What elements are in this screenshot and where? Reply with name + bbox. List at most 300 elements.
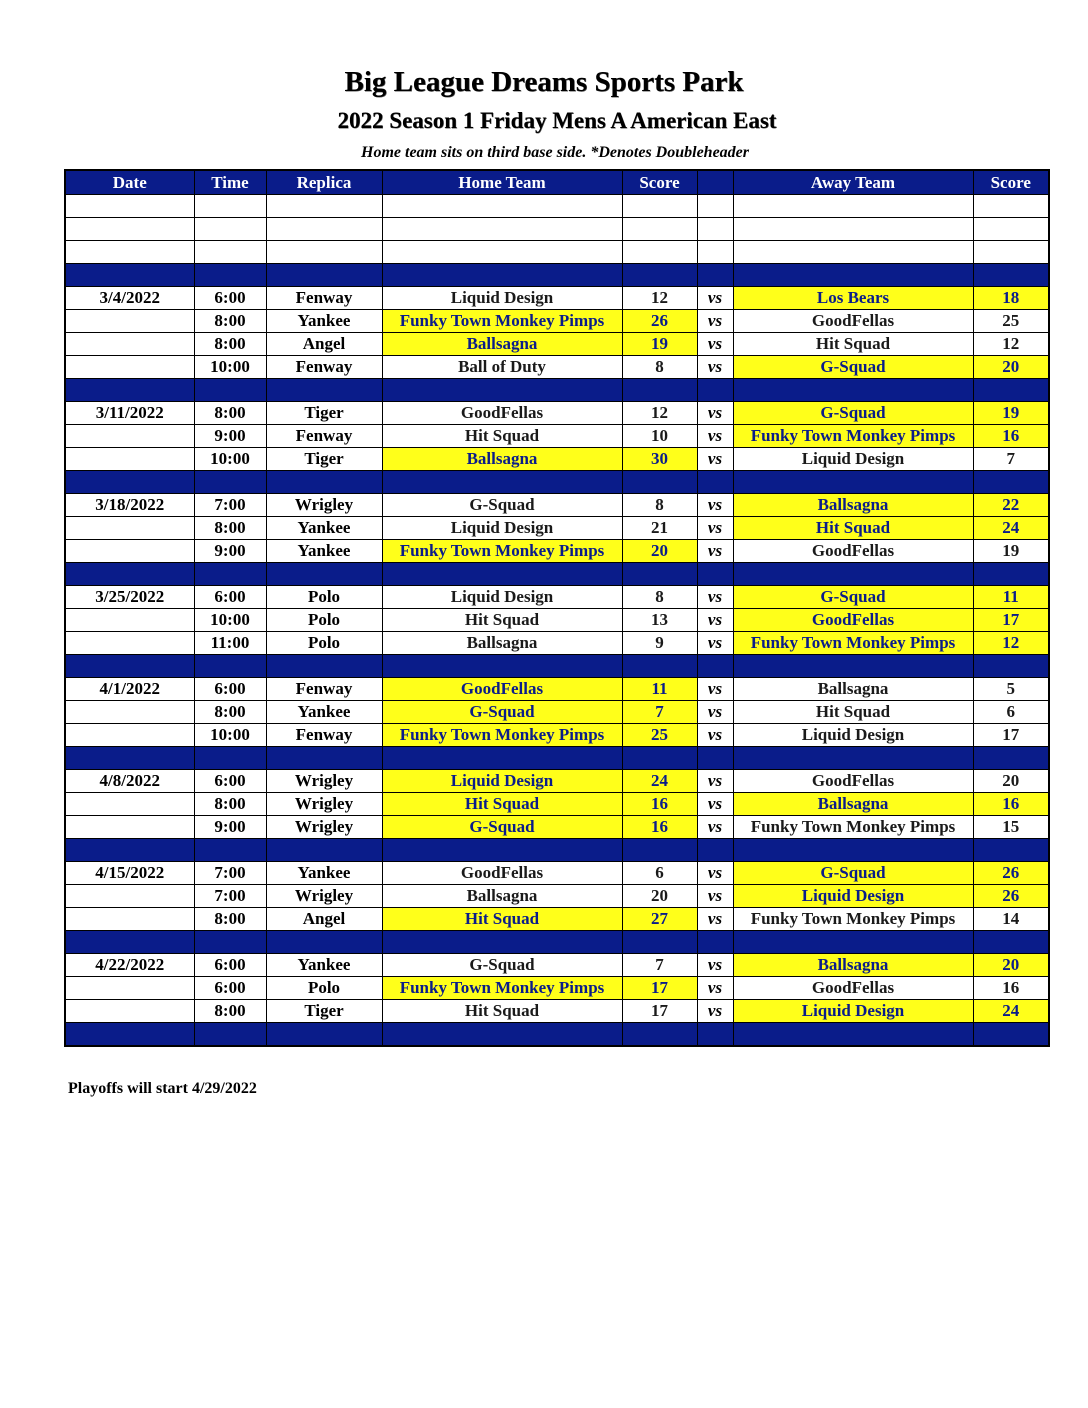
away-score: 12 [973, 333, 1049, 356]
game-time: 7:00 [194, 494, 266, 517]
away-score: 18 [973, 287, 1049, 310]
blank-cell [622, 218, 697, 241]
home-team: G-Squad [382, 701, 622, 724]
game-row [65, 977, 1049, 1000]
game-date [65, 540, 194, 563]
away-team: Ballsagna [733, 494, 973, 517]
home-score: 25 [622, 724, 697, 747]
game-date [65, 356, 194, 379]
game-row [65, 356, 1049, 379]
blank-cell [697, 195, 733, 218]
game-replica: Yankee [266, 540, 382, 563]
blank-cell [65, 218, 194, 241]
game-time: 9:00 [194, 816, 266, 839]
game-date [65, 701, 194, 724]
blank-cell [973, 218, 1049, 241]
page-title: Big League Dreams Sports Park [344, 66, 744, 98]
game-replica: Wrigley [266, 816, 382, 839]
schedule-table [64, 169, 1050, 1047]
blank-cell [733, 218, 973, 241]
game-row [65, 517, 1049, 540]
home-score: 17 [622, 1000, 697, 1023]
home-team: Hit Squad [382, 609, 622, 632]
game-row [65, 885, 1049, 908]
game-replica: Wrigley [266, 793, 382, 816]
away-team: Liquid Design [733, 885, 973, 908]
separator-cell [266, 655, 382, 678]
separator-cell [266, 1023, 382, 1047]
home-team: Hit Squad [382, 1000, 622, 1023]
home-team: Ball of Duty [382, 356, 622, 379]
schedule-body [65, 195, 1049, 1047]
home-team: G-Squad [382, 954, 622, 977]
separator-cell [622, 1023, 697, 1047]
separator-cell [194, 655, 266, 678]
away-team: G-Squad [733, 402, 973, 425]
game-replica: Fenway [266, 356, 382, 379]
week-separator-row [65, 563, 1049, 586]
separator-cell [733, 264, 973, 287]
separator-cell [382, 379, 622, 402]
home-score: 24 [622, 770, 697, 793]
separator-cell [194, 563, 266, 586]
game-row [65, 448, 1049, 471]
vs-label: vs [697, 977, 733, 1000]
game-date [65, 1000, 194, 1023]
game-time: 8:00 [194, 793, 266, 816]
game-replica: Polo [266, 632, 382, 655]
away-score: 24 [973, 517, 1049, 540]
home-team: Liquid Design [382, 517, 622, 540]
vs-label: vs [697, 701, 733, 724]
away-score: 6 [973, 701, 1049, 724]
away-score: 12 [973, 632, 1049, 655]
blank-cell [266, 195, 382, 218]
away-team: Liquid Design [733, 1000, 973, 1023]
column-header-home-team: Home Team [382, 170, 622, 195]
home-team: Hit Squad [382, 793, 622, 816]
game-time: 10:00 [194, 448, 266, 471]
game-replica: Fenway [266, 724, 382, 747]
home-score: 12 [622, 402, 697, 425]
separator-cell [733, 379, 973, 402]
separator-cell [622, 264, 697, 287]
blank-row [65, 195, 1049, 218]
column-header-vs [697, 170, 733, 195]
vs-label: vs [697, 678, 733, 701]
game-date [65, 816, 194, 839]
vs-label: vs [697, 287, 733, 310]
home-team: Liquid Design [382, 287, 622, 310]
away-score: 11 [973, 586, 1049, 609]
vs-label: vs [697, 908, 733, 931]
game-replica: Tiger [266, 448, 382, 471]
vs-label: vs [697, 632, 733, 655]
game-row [65, 586, 1049, 609]
away-team: Hit Squad [733, 517, 973, 540]
home-score: 7 [622, 701, 697, 724]
home-score: 20 [622, 540, 697, 563]
away-team: GoodFellas [733, 310, 973, 333]
away-score: 16 [973, 425, 1049, 448]
game-time: 9:00 [194, 425, 266, 448]
blank-cell [65, 241, 194, 264]
away-team: Funky Town Monkey Pimps [733, 632, 973, 655]
week-separator-row [65, 1023, 1049, 1047]
separator-cell [622, 747, 697, 770]
column-header-away-score: Score [973, 170, 1049, 195]
away-team: Ballsagna [733, 793, 973, 816]
vs-label: vs [697, 310, 733, 333]
separator-cell [622, 563, 697, 586]
game-date: 3/25/2022 [65, 586, 194, 609]
column-header-away-team: Away Team [733, 170, 973, 195]
separator-cell [697, 471, 733, 494]
separator-cell [973, 931, 1049, 954]
game-replica: Polo [266, 977, 382, 1000]
separator-cell [622, 931, 697, 954]
game-replica: Polo [266, 609, 382, 632]
game-time: 6:00 [194, 954, 266, 977]
game-row [65, 632, 1049, 655]
home-team: Funky Town Monkey Pimps [382, 540, 622, 563]
game-date [65, 448, 194, 471]
separator-cell [973, 839, 1049, 862]
vs-label: vs [697, 862, 733, 885]
away-team: GoodFellas [733, 770, 973, 793]
separator-cell [194, 1023, 266, 1047]
home-score: 10 [622, 425, 697, 448]
away-team: Funky Town Monkey Pimps [733, 816, 973, 839]
home-score: 30 [622, 448, 697, 471]
vs-label: vs [697, 517, 733, 540]
game-date: 4/1/2022 [65, 678, 194, 701]
game-time: 10:00 [194, 724, 266, 747]
home-team: GoodFellas [382, 402, 622, 425]
away-score: 24 [973, 1000, 1049, 1023]
away-score: 20 [973, 770, 1049, 793]
away-team: Liquid Design [733, 448, 973, 471]
home-score: 20 [622, 885, 697, 908]
game-row [65, 1000, 1049, 1023]
game-replica: Fenway [266, 678, 382, 701]
game-replica: Angel [266, 908, 382, 931]
column-header-home-score: Score [622, 170, 697, 195]
vs-label: vs [697, 816, 733, 839]
away-team: Liquid Design [733, 724, 973, 747]
separator-cell [194, 471, 266, 494]
game-date: 3/11/2022 [65, 402, 194, 425]
away-team: Los Bears [733, 287, 973, 310]
blank-cell [266, 218, 382, 241]
game-replica: Polo [266, 586, 382, 609]
separator-cell [697, 563, 733, 586]
home-team: Ballsagna [382, 885, 622, 908]
separator-cell [382, 747, 622, 770]
home-score: 17 [622, 977, 697, 1000]
playoffs-note: Playoffs will start 4/29/2022 [68, 1080, 257, 1097]
vs-label: vs [697, 954, 733, 977]
home-score: 21 [622, 517, 697, 540]
home-team: GoodFellas [382, 862, 622, 885]
home-score: 16 [622, 793, 697, 816]
game-time: 8:00 [194, 402, 266, 425]
home-score: 8 [622, 356, 697, 379]
week-separator-row [65, 471, 1049, 494]
game-row [65, 770, 1049, 793]
vs-label: vs [697, 494, 733, 517]
vs-label: vs [697, 793, 733, 816]
game-row [65, 540, 1049, 563]
game-row [65, 494, 1049, 517]
separator-cell [382, 563, 622, 586]
game-time: 8:00 [194, 1000, 266, 1023]
season-subtitle: 2022 Season 1 Friday Mens A American East [337, 108, 777, 133]
table-header-row [65, 170, 1049, 195]
blank-cell [973, 241, 1049, 264]
game-date: 4/8/2022 [65, 770, 194, 793]
home-team: Funky Town Monkey Pimps [382, 310, 622, 333]
home-team: Funky Town Monkey Pimps [382, 977, 622, 1000]
separator-cell [266, 747, 382, 770]
separator-cell [382, 931, 622, 954]
blank-cell [382, 195, 622, 218]
game-replica: Yankee [266, 954, 382, 977]
separator-cell [622, 379, 697, 402]
game-row [65, 310, 1049, 333]
game-replica: Fenway [266, 425, 382, 448]
separator-cell [733, 563, 973, 586]
separator-cell [65, 1023, 194, 1047]
game-row [65, 287, 1049, 310]
away-score: 20 [973, 954, 1049, 977]
away-team: Ballsagna [733, 954, 973, 977]
game-replica: Fenway [266, 287, 382, 310]
game-replica: Tiger [266, 402, 382, 425]
blank-cell [733, 195, 973, 218]
vs-label: vs [697, 448, 733, 471]
home-team: Hit Squad [382, 425, 622, 448]
game-time: 6:00 [194, 977, 266, 1000]
game-replica: Angel [266, 333, 382, 356]
vs-label: vs [697, 1000, 733, 1023]
blank-row [65, 218, 1049, 241]
separator-cell [65, 655, 194, 678]
separator-cell [266, 563, 382, 586]
home-team: Ballsagna [382, 632, 622, 655]
game-time: 8:00 [194, 310, 266, 333]
game-time: 8:00 [194, 908, 266, 931]
game-replica: Wrigley [266, 885, 382, 908]
game-date [65, 724, 194, 747]
separator-cell [733, 655, 973, 678]
game-row [65, 793, 1049, 816]
away-score: 16 [973, 793, 1049, 816]
blank-cell [733, 241, 973, 264]
game-row [65, 678, 1049, 701]
away-team: GoodFellas [733, 609, 973, 632]
away-score: 17 [973, 609, 1049, 632]
separator-cell [697, 747, 733, 770]
separator-cell [65, 747, 194, 770]
separator-cell [697, 379, 733, 402]
separator-cell [266, 839, 382, 862]
separator-cell [382, 1023, 622, 1047]
game-replica: Yankee [266, 517, 382, 540]
week-separator-row [65, 655, 1049, 678]
away-team: G-Squad [733, 586, 973, 609]
separator-cell [622, 471, 697, 494]
week-separator-row [65, 264, 1049, 287]
away-team: Ballsagna [733, 678, 973, 701]
game-time: 10:00 [194, 609, 266, 632]
home-score: 19 [622, 333, 697, 356]
away-score: 26 [973, 862, 1049, 885]
separator-cell [973, 471, 1049, 494]
separator-cell [382, 655, 622, 678]
schedule-note: Home team sits on third base side. *Denotes Doubleheader [361, 144, 749, 161]
blank-cell [622, 241, 697, 264]
game-row [65, 402, 1049, 425]
away-team: Funky Town Monkey Pimps [733, 425, 973, 448]
game-date [65, 609, 194, 632]
game-time: 11:00 [194, 632, 266, 655]
game-time: 9:00 [194, 540, 266, 563]
blank-cell [266, 241, 382, 264]
home-team: Funky Town Monkey Pimps [382, 724, 622, 747]
vs-label: vs [697, 333, 733, 356]
game-date [65, 632, 194, 655]
game-time: 8:00 [194, 701, 266, 724]
game-row [65, 333, 1049, 356]
separator-cell [697, 931, 733, 954]
away-team: GoodFellas [733, 977, 973, 1000]
blank-row [65, 241, 1049, 264]
separator-cell [733, 931, 973, 954]
away-score: 7 [973, 448, 1049, 471]
blank-cell [622, 195, 697, 218]
blank-cell [194, 218, 266, 241]
game-time: 8:00 [194, 517, 266, 540]
game-row [65, 954, 1049, 977]
vs-label: vs [697, 885, 733, 908]
game-date [65, 908, 194, 931]
game-date: 4/22/2022 [65, 954, 194, 977]
vs-label: vs [697, 540, 733, 563]
game-date [65, 425, 194, 448]
separator-cell [194, 379, 266, 402]
column-header-date: Date [65, 170, 194, 195]
blank-cell [697, 241, 733, 264]
game-replica: Yankee [266, 862, 382, 885]
game-replica: Wrigley [266, 770, 382, 793]
home-score: 16 [622, 816, 697, 839]
home-score: 9 [622, 632, 697, 655]
home-score: 27 [622, 908, 697, 931]
separator-cell [733, 1023, 973, 1047]
vs-label: vs [697, 724, 733, 747]
separator-cell [697, 1023, 733, 1047]
away-score: 22 [973, 494, 1049, 517]
separator-cell [194, 839, 266, 862]
away-team: G-Squad [733, 356, 973, 379]
separator-cell [622, 839, 697, 862]
game-time: 6:00 [194, 678, 266, 701]
away-score: 19 [973, 402, 1049, 425]
game-row [65, 862, 1049, 885]
game-replica: Wrigley [266, 494, 382, 517]
away-score: 15 [973, 816, 1049, 839]
week-separator-row [65, 747, 1049, 770]
game-date: 4/15/2022 [65, 862, 194, 885]
home-score: 13 [622, 609, 697, 632]
game-date: 3/4/2022 [65, 287, 194, 310]
home-team: G-Squad [382, 816, 622, 839]
vs-label: vs [697, 609, 733, 632]
week-separator-row [65, 931, 1049, 954]
game-row [65, 609, 1049, 632]
away-score: 5 [973, 678, 1049, 701]
separator-cell [382, 471, 622, 494]
week-separator-row [65, 839, 1049, 862]
home-team: Hit Squad [382, 908, 622, 931]
column-header-time: Time [194, 170, 266, 195]
away-score: 25 [973, 310, 1049, 333]
away-score: 26 [973, 885, 1049, 908]
separator-cell [65, 839, 194, 862]
game-time: 10:00 [194, 356, 266, 379]
game-row [65, 425, 1049, 448]
home-team: Ballsagna [382, 333, 622, 356]
blank-cell [973, 195, 1049, 218]
away-score: 17 [973, 724, 1049, 747]
away-team: Hit Squad [733, 701, 973, 724]
home-score: 11 [622, 678, 697, 701]
away-score: 14 [973, 908, 1049, 931]
game-date: 3/18/2022 [65, 494, 194, 517]
home-score: 26 [622, 310, 697, 333]
game-time: 6:00 [194, 770, 266, 793]
game-replica: Tiger [266, 1000, 382, 1023]
home-team: Liquid Design [382, 770, 622, 793]
away-team: GoodFellas [733, 540, 973, 563]
vs-label: vs [697, 402, 733, 425]
separator-cell [65, 471, 194, 494]
vs-label: vs [697, 586, 733, 609]
vs-label: vs [697, 356, 733, 379]
separator-cell [697, 655, 733, 678]
home-team: G-Squad [382, 494, 622, 517]
game-replica: Yankee [266, 701, 382, 724]
separator-cell [382, 839, 622, 862]
blank-cell [65, 195, 194, 218]
vs-label: vs [697, 425, 733, 448]
home-team: Ballsagna [382, 448, 622, 471]
separator-cell [266, 379, 382, 402]
separator-cell [973, 379, 1049, 402]
game-date [65, 793, 194, 816]
separator-cell [973, 563, 1049, 586]
game-row [65, 724, 1049, 747]
home-score: 7 [622, 954, 697, 977]
separator-cell [194, 931, 266, 954]
game-date [65, 333, 194, 356]
separator-cell [973, 655, 1049, 678]
week-separator-row [65, 379, 1049, 402]
separator-cell [622, 655, 697, 678]
separator-cell [382, 264, 622, 287]
home-score: 6 [622, 862, 697, 885]
